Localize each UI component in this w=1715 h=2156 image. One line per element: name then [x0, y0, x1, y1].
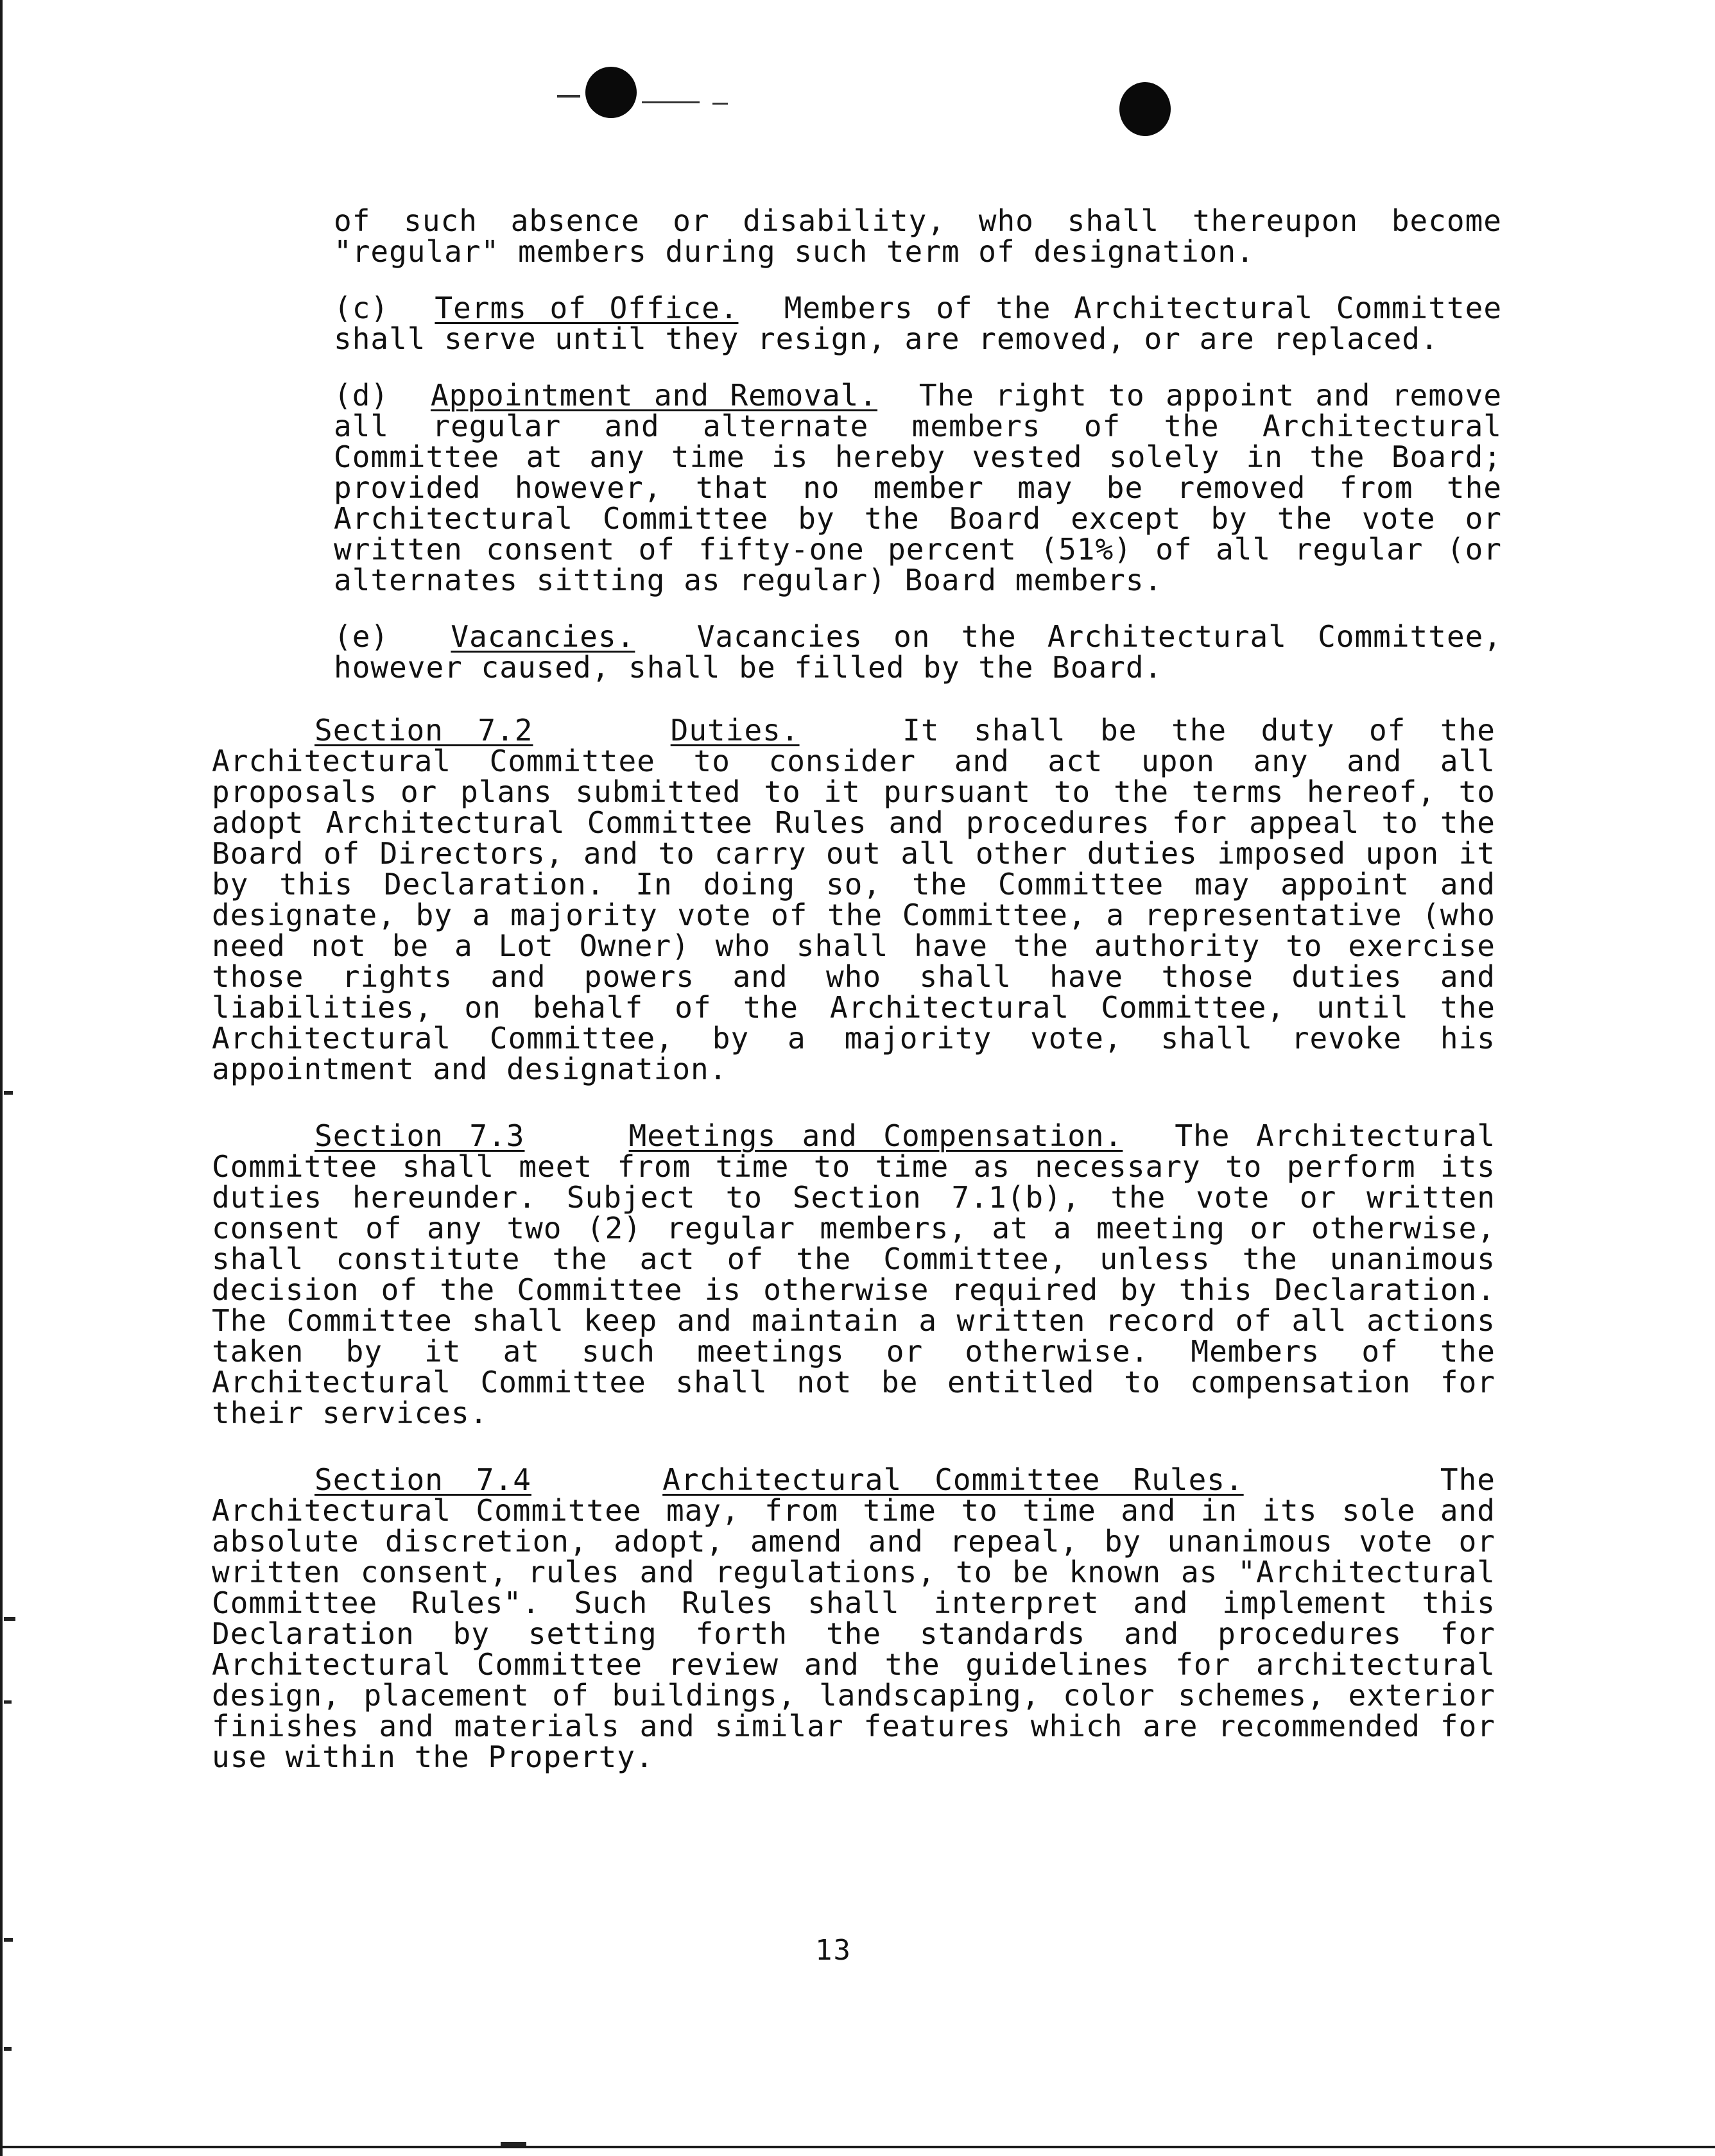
- subsection-e-heading: Vacancies.: [451, 619, 635, 654]
- scan-speck: [501, 2142, 526, 2146]
- section-7-3-number: Section 7.3: [315, 1118, 525, 1153]
- subsection-c-heading: Terms of Office.: [435, 291, 739, 325]
- section-7-2: [212, 715, 1495, 1084]
- scan-speck: [4, 1617, 15, 1621]
- section-7-3: [212, 1120, 1495, 1428]
- punch-hole-left: [585, 67, 637, 118]
- subsection-c-label: (c): [334, 291, 390, 325]
- scan-edge-bottom: [0, 2146, 1715, 2148]
- subsection-d-paragraph: [334, 380, 1502, 595]
- section-7-3-body: The Architectural Committee shall meet from time to time as necessary to perform its duties hereunder. Subject to Section 7.1(b), the vote or written consent of any two (2) regular members, at a meeting or otherwise, shall constitute the act of the Committee, unless the unanimous decision of the Committee is otherwise required by this Declaration. The Committee shall keep and maintain a written record of all actions taken by it at such meetings or otherwise. Members of the Architectural Committee shall not be entitled to compensation for their services.: [212, 1118, 1496, 1430]
- subsection-e-body: Vacancies on the Architectural Committee, however caused, shall be filled by the Board.: [334, 619, 1503, 685]
- section-7-4-heading: Architectural Committee Rules.: [662, 1462, 1244, 1497]
- scan-mark: [642, 101, 700, 103]
- subsection-e: [212, 621, 1502, 683]
- continuation-text: of such absence or disability, who shall thereupon become "regular" members during such term of designation.: [334, 203, 1502, 269]
- section-7-2-number: Section 7.2: [315, 713, 533, 748]
- scan-mark: [557, 95, 580, 98]
- subsection-d-label: (d): [334, 378, 390, 413]
- scan-speck: [4, 1700, 12, 1704]
- page-number: 13: [815, 1934, 852, 1967]
- scan-edge-left: [0, 0, 3, 2156]
- section-7-4-body: The Architectural Committee may, from time to time and in its sole and absolute discretion, adopt, amend and repeal, by unanimous vote or written consent, rules and regulations, to be known as "Architectural Committee Rules". Such Rules shall interpret and implement this Declaration by setting forth the standards and procedures for Architectural Committee review and the guidelines for architectural design, placement of buildings, landscaping, color schemes, exterior finishes and materials and similar features which are recommended for use within the Property.: [212, 1462, 1495, 1774]
- subsection-d-heading: Appointment and Removal.: [430, 378, 878, 413]
- subsection-c: [212, 293, 1502, 354]
- subsection-d: [212, 380, 1502, 595]
- scan-speck: [4, 1091, 13, 1095]
- section-7-2-heading: Duties.: [670, 713, 800, 748]
- section-7-4: [212, 1464, 1495, 1772]
- subsection-c-body: Members of the Architectural Committee shall serve until they resign, are removed, or are replaced.: [334, 291, 1503, 356]
- subsection-d-body: The right to appoint and remove all regular and alternate members of the Architectural Committee at any time is hereby vested solely in the Board; provided however, that no member may be removed from the Architectural Committee by the Board except by the vote or written consent of fifty-one percent (51%) of all regular (or alternates sitting as regular) Board members.: [334, 378, 1503, 597]
- subsection-c-paragraph: [334, 293, 1502, 354]
- section-7-3-heading: Meetings and Compensation.: [628, 1118, 1123, 1153]
- subsection-e-label: (e): [334, 619, 390, 654]
- document-body: [212, 203, 1503, 1774]
- scan-mark: [712, 103, 728, 105]
- scan-speck: [4, 1938, 13, 1942]
- continuation-block: [212, 205, 1502, 267]
- section-7-4-number: Section 7.4: [315, 1462, 531, 1497]
- subsection-e-paragraph: [334, 621, 1502, 683]
- scan-speck: [4, 2047, 12, 2051]
- punch-hole-right: [1119, 82, 1171, 136]
- section-7-2-body: It shall be the duty of the Architectural Committee to consider and act upon any and all proposals or plans submitted to it pursuant to the terms hereof, to adopt Architectural Committee Rules and procedures for appeal to the Board of Directors, and to carry out all other duties imposed upon it by this Declaration. In doing so, the Committee may appoint and designate, by a majority vote of the Committee, a representative (who need not be a Lot Owner) who shall have the authority to exercise those rights and powers and who shall have those duties and liabilities, on behalf of the Architectural Committee, until the Architectural Committee, by a majority vote, shall revoke his appointment and designation.: [212, 713, 1496, 1086]
